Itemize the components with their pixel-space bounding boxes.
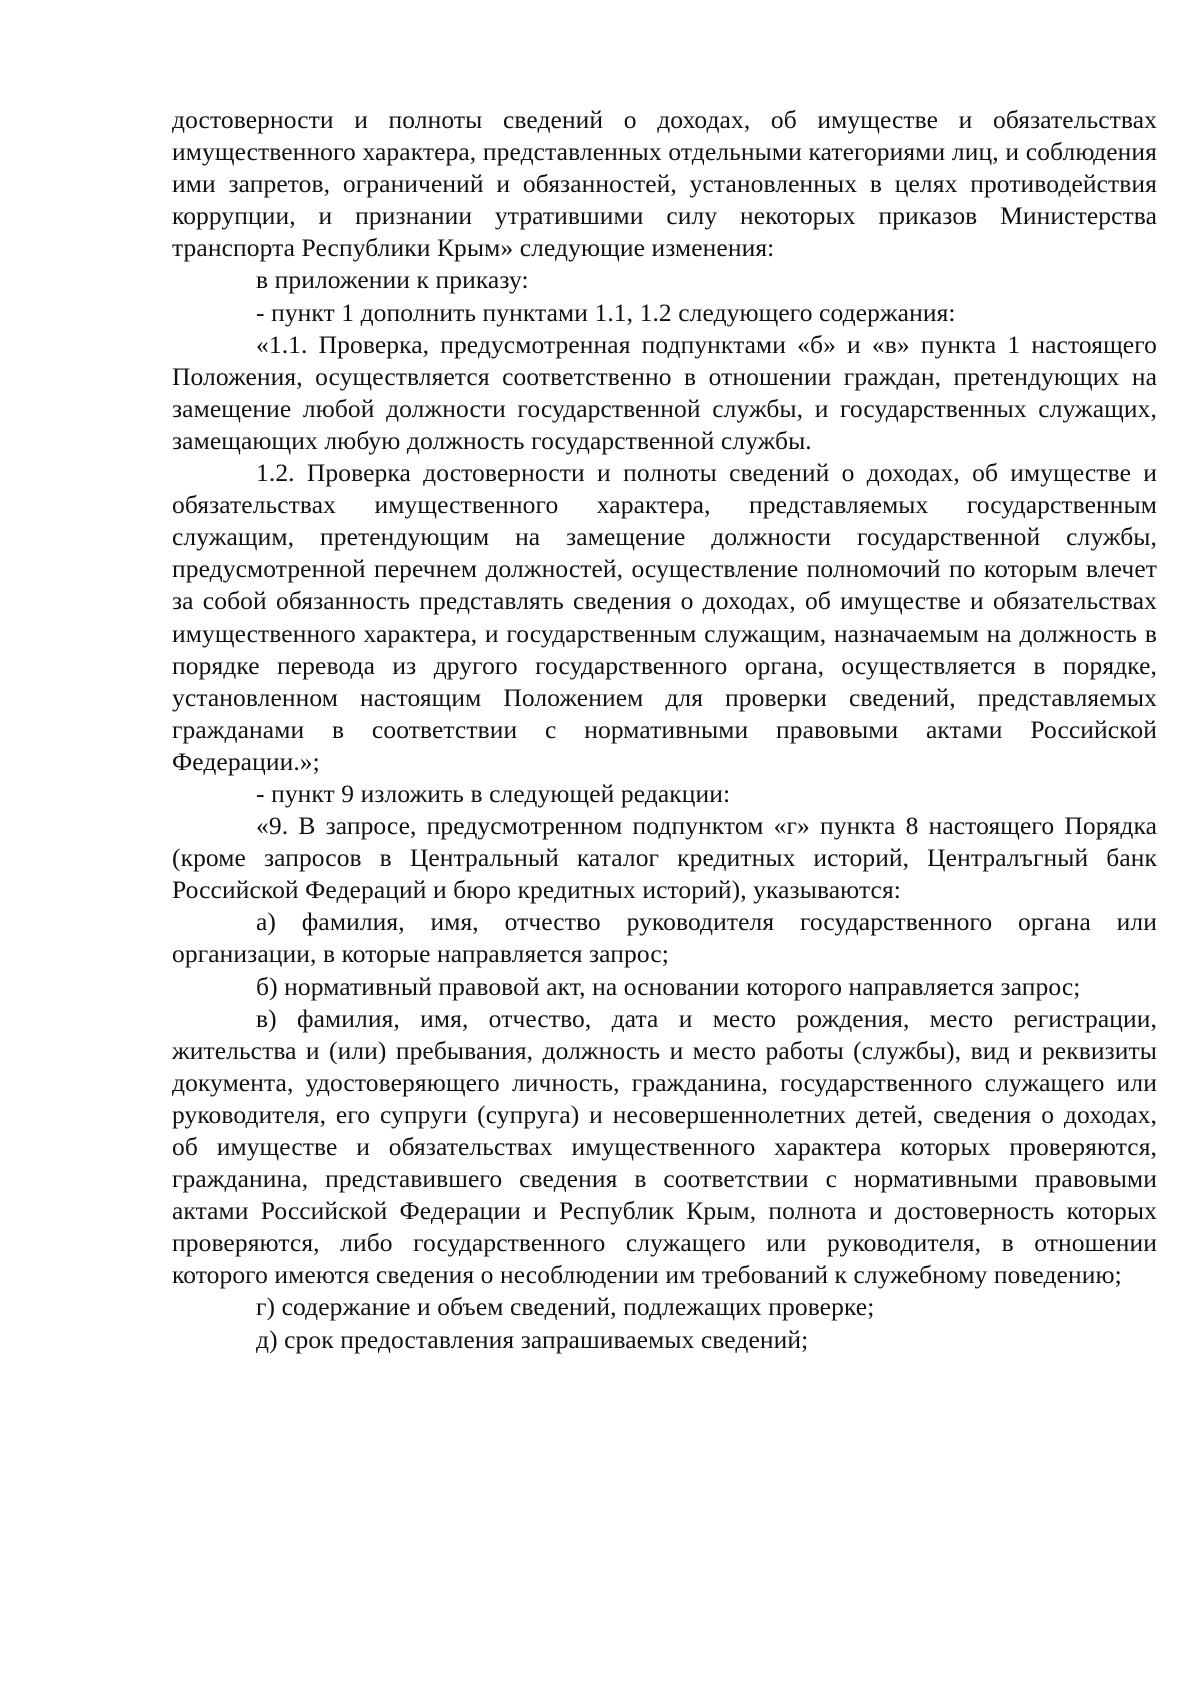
paragraph-9-d: д) срок предоставления запрашиваемых сведений; bbox=[256, 1324, 809, 1354]
paragraph-item1-amend: - пункт 1 дополнить пунктами 1.1, 1.2 следующего содержания: bbox=[256, 297, 956, 327]
paragraph-9-b: б) нормативный правовой акт, на основании которого направляется запрос; bbox=[256, 971, 1081, 1001]
document-body bbox=[172, 104, 1157, 1356]
paragraph-appendix-intro: в приложении к приказу: bbox=[256, 265, 529, 295]
paragraph-9-v: в) фамилия, имя, отчество, дата и место рождения, место регистрации, жительства и (или) пребывания, должность и место работы (службы), вид и реквизиты документа, удостоверяющего личность, гражданина, государственного служащего или руководителя, его супруги (супруга) и несовершеннолетних детей, сведения о доходах, об имуществе и обязательствах имущественного характера которых проверяются, гражданина, представившего сведения в соответствии с нормативными правовыми актами Российской Федерации и Республик Крым, полнота и достоверность которых проверяются, либо государственного служащего или руководителя, в отношении которого имеются сведения о несоблюдении им требований к служебному поведению; bbox=[172, 1003, 1157, 1290]
paragraph-1-2: 1.2. Проверка достоверности и полноты сведений о доходах, об имуществе и обязательствах имущественного характера, представляемых государственным служащим, претендующим на замещение должности государственной службы, предусмотренной перечнем должностей, осуществление полномочий по которым влечет за собой обязанность представлять сведения о доходах, об имуществе и обязательствах имущественного характера, и государственным служащим, назначаемым на должность в порядке перевода из другого государственного органа, осуществляется в порядке, установленном настоящим Положением для проверки сведений, представляемых гражданами в соответствии с нормативными правовыми актами Российской Федерации.»; bbox=[172, 458, 1157, 776]
paragraph-9-a: а) фамилия, имя, отчество руководителя государственного органа или организации, в которые направляется запрос; bbox=[172, 907, 1157, 969]
paragraph-9: «9. В запросе, предусмотренном подпунктом «г» пункта 8 настоящего Порядка (кроме запросов в Центральный каталог кредитных историй, Централъгный банк Российской Федераций и бюро кредитных историй), указываются: bbox=[172, 811, 1157, 905]
paragraph-9-g: г) содержание и объем сведений, подлежащих проверке; bbox=[256, 1292, 875, 1322]
paragraph-1-1: «1.1. Проверка, предусмотренная подпунктами «б» и «в» пункта 1 настоящего Положения, осуществляется соответственно в отношении граждан, претендующих на замещение любой должности государственной службы, и государственных служащих, замещающих любую должность государственной службы. bbox=[172, 329, 1157, 455]
paragraph-continuation: достоверности и полноты сведений о доходах, об имуществе и обязательствах имущественного характера, представленных отдельными категориями лиц, и соблюдения ими запретов, ограничений и обязанностей, установленных в целях противодействия коррупции, и признании утратившими силу некоторых приказов Министерства транспорта Республики Крым» следующие изменения: bbox=[172, 105, 1157, 263]
paragraph-item9-amend: - пункт 9 изложить в следующей редакции: bbox=[256, 778, 731, 808]
